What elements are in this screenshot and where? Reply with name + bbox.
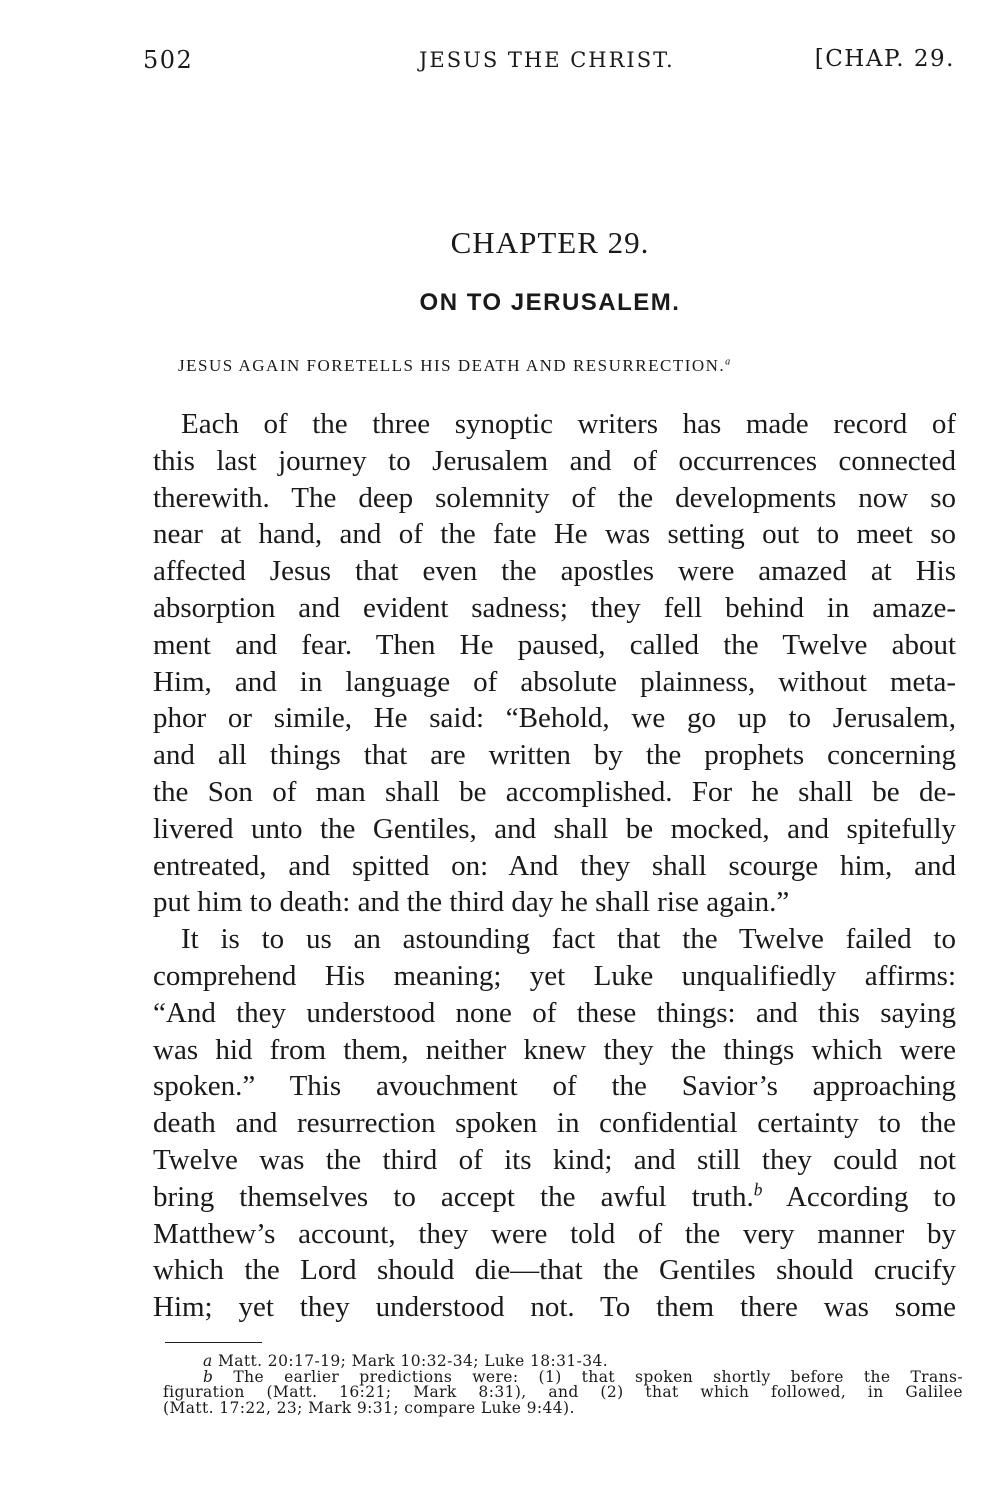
body-text: [153, 406, 956, 1326]
text-line-start: bring themselves to accept the awful truth.: [153, 1180, 754, 1213]
text-line: this last journey to Jerusalem and of occurrences connected: [153, 444, 956, 477]
text-line: spoken.” This avouchment of the Savior’s approaching: [153, 1070, 956, 1103]
chapter-reference: [CHAP. 29.: [814, 46, 955, 72]
page-number: 502: [143, 46, 194, 74]
footnotes: [163, 1354, 963, 1416]
section-heading: [178, 356, 732, 376]
text-line: Twelve was the third of its kind; and still they could not: [153, 1143, 956, 1176]
text-line: the Son of man shall be accomplished. For he shall be de-: [153, 775, 956, 808]
text-line: phor or simile, He said: “Behold, we go up to Jerusalem,: [153, 702, 956, 735]
text-line: was hid from them, neither knew they the things which were: [153, 1033, 956, 1066]
footnote-a-text: Matt. 20:17-19; Mark 10:32-34; Luke 18:31-34.: [217, 1352, 609, 1370]
text-line: absorption and evident sadness; they fell behind in amaze-: [153, 591, 956, 624]
text-line: and all things that are written by the prophets concerning: [153, 739, 956, 772]
footnote-b-line: (Matt. 17:22, 23; Mark 9:31; compare Luke 9:44).: [163, 1398, 575, 1417]
footnote-b-line: The earlier predictions were: (1) that spoken shortly before the Trans-: [233, 1367, 964, 1386]
text-line: entreated, and spitted on: And they shall scourge him, and: [153, 849, 956, 882]
paragraph: [153, 921, 956, 1326]
text-line: comprehend His meaning; yet Luke unqualifiedly affirms:: [153, 959, 956, 992]
text-line: livered unto the Gentiles, and shall be mocked, and spitefully: [153, 812, 956, 845]
text-line: It is to us an astounding fact that the Twelve failed to: [181, 923, 956, 956]
text-line: death and resurrection spoken in confidential certainty to the: [153, 1107, 956, 1140]
footnote-b-line: figuration (Matt. 16:21; Mark 8:31), and (2) that which followed, in Galilee: [163, 1383, 963, 1401]
text-line: Him; yet they understood not. To them there was some: [153, 1291, 956, 1324]
footnote-marker-a: a: [725, 356, 732, 368]
section-heading-text: JESUS AGAIN FORETELLS HIS DEATH AND RESURRECTION.: [178, 356, 726, 375]
text-line: Matthew’s account, they were told of the very manner by: [153, 1217, 956, 1250]
paragraph: [153, 406, 956, 921]
text-line: Each of the three synoptic writers has made record of: [181, 408, 956, 440]
text-line-end: According to: [785, 1180, 956, 1213]
text-line: put him to death: and the third day he shall rise again.”: [153, 886, 790, 919]
book-title: JESUS THE CHRIST.: [419, 48, 675, 72]
chapter-title: ON TO JERUSALEM.: [419, 289, 681, 316]
text-line: near at hand, and of the fate He was setting out to meet so: [153, 518, 956, 551]
text-line: therewith. The deep solemnity of the developments now so: [153, 481, 956, 514]
text-line: “And they understood none of these things: and this saying: [153, 996, 956, 1029]
footnote-marker-b: b: [753, 1179, 763, 1200]
running-head: [143, 46, 955, 80]
text-line: which the Lord should die—that the Gentiles should crucify: [153, 1254, 956, 1287]
footnote-b-mark: b: [203, 1367, 214, 1386]
footnote-rule: [165, 1342, 262, 1343]
chapter-number: CHAPTER 29.: [450, 225, 650, 260]
text-line: ment and fear. Then He paused, called the Twelve about: [153, 628, 956, 661]
text-line: Him, and in language of absolute plainness, without meta-: [153, 665, 956, 698]
text-line: affected Jesus that even the apostles were amazed at His: [153, 555, 956, 588]
text-line: [153, 1179, 956, 1216]
footnote-a-mark: a: [203, 1352, 213, 1370]
